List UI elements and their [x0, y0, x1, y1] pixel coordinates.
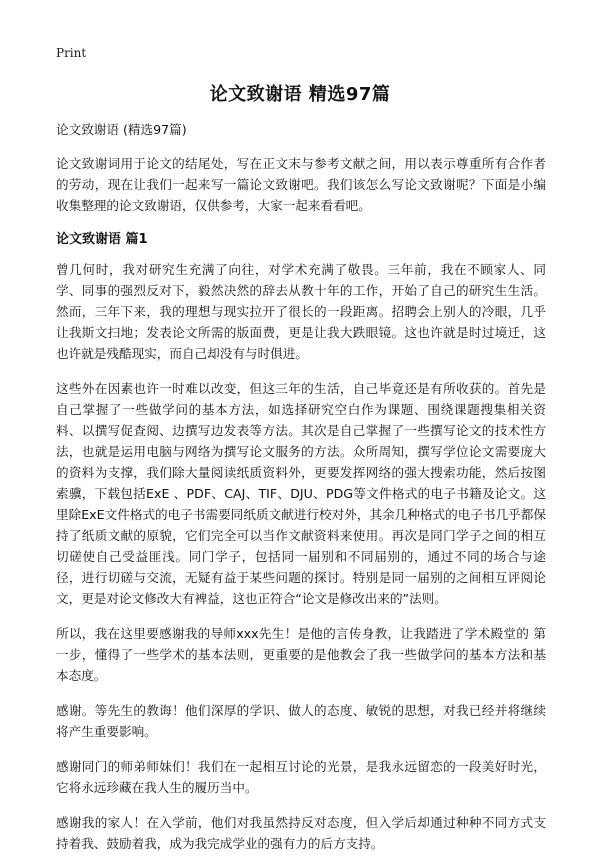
page-title: 论文致谢语 精选97篇: [209, 84, 391, 105]
intro-paragraph: 论文致谢词用于论文的结尾处，写在正文末与参考文献之间，用以表示尊重所有合作者的劳动，现在让我们一起来写一篇论文致谢吧。我们该怎么写论文致谢呢？下面是小编收集整理的论文致谢语，仅供参考，大家一起来看看吧。: [56, 156, 546, 213]
paragraph: 曾几何时，我对研究生充满了向往，对学术充满了敬畏。三年前，我在不顾家人、同学、同事的强烈反对下，毅然决然的辞去从教十年的工作，开始了自己的研究生生活。然而，三年下来，我的理想与现实拉开了很长的一段距离。招聘会上别人的冷眼，几乎让我斯文扫地；发表论文所需的版面费，更是让我大跌眼镜。这也许就是时过境迁，这也许就是残酷现实，而自己却没有与时俱进。: [56, 262, 546, 361]
print-link[interactable]: Print: [56, 46, 87, 60]
paragraph: 感谢。等先生的教诲！他们深厚的学识、做人的态度、敏锐的思想，对我已经并将继续将产生重要影响。: [56, 703, 546, 739]
paragraph: 感谢我的家人！在入学前，他们对我虽然持反对态度，但入学后却通过种种不同方式支持着我、鼓励着我，成为我完成学业的强有力的后方支持。: [56, 815, 546, 851]
paragraph: 这些外在因素也许一时难以改变，但这三年的生活，自己毕竟还是有所收获的。首先是自己掌握了一些做学问的基本方法，如选择研究空白作为课题、围绕课题搜集相关资料、以撰写促查阅、边撰写边发表等方法。其次是自己掌握了一些撰写论文的技术性方法，也就是运用电脑与网络为撰写论文服务的方法。众所周知，撰写学位论文需要庞大的资料为支撑，我们除大量阅读纸质资料外，更要发挥网络的强大搜索功能，然后按图索骥，下载包括ExE 、PDF、CAJ、TIF、DJU、PDG等文件格式的电子书籍及论文。这里除ExE文件格式的电子书需要同纸质文献进行校对外，其余几种格式的电子书几乎都保持了纸质文献的原貌，它们完全可以当作文献资料来使用。再次是同门学子之间的相互切磋使自己受益匪浅。同门学子，包括同一届别和不同届别的，通过不同的场合与途径，进行切磋与交流，无疑有益于某些问题的探讨。特别是同一届别的之间相互评阅论文，更是对论文修改大有裨益，这也正符合“论文是修改出来的”法则。: [56, 381, 546, 606]
paragraph: 所以，我在这里要感谢我的导师xxx先生！是他的言传身教，让我踏进了学术殿堂的 第一步，懂得了一些学术的基本法则，更重要的是他教会了我一些做学问的基本方法和基本态度。: [56, 626, 546, 683]
article-body: [56, 119, 546, 868]
paragraph: 感谢同门的师弟师妹们！我们在一起相互讨论的光景，是我永远留恋的一段美好时光，它将永远珍藏在我人生的履历当中。: [56, 759, 546, 795]
article-subtitle: 论文致谢语 (精选97篇): [56, 122, 187, 137]
section-heading: 论文致谢语 篇1: [56, 232, 148, 247]
